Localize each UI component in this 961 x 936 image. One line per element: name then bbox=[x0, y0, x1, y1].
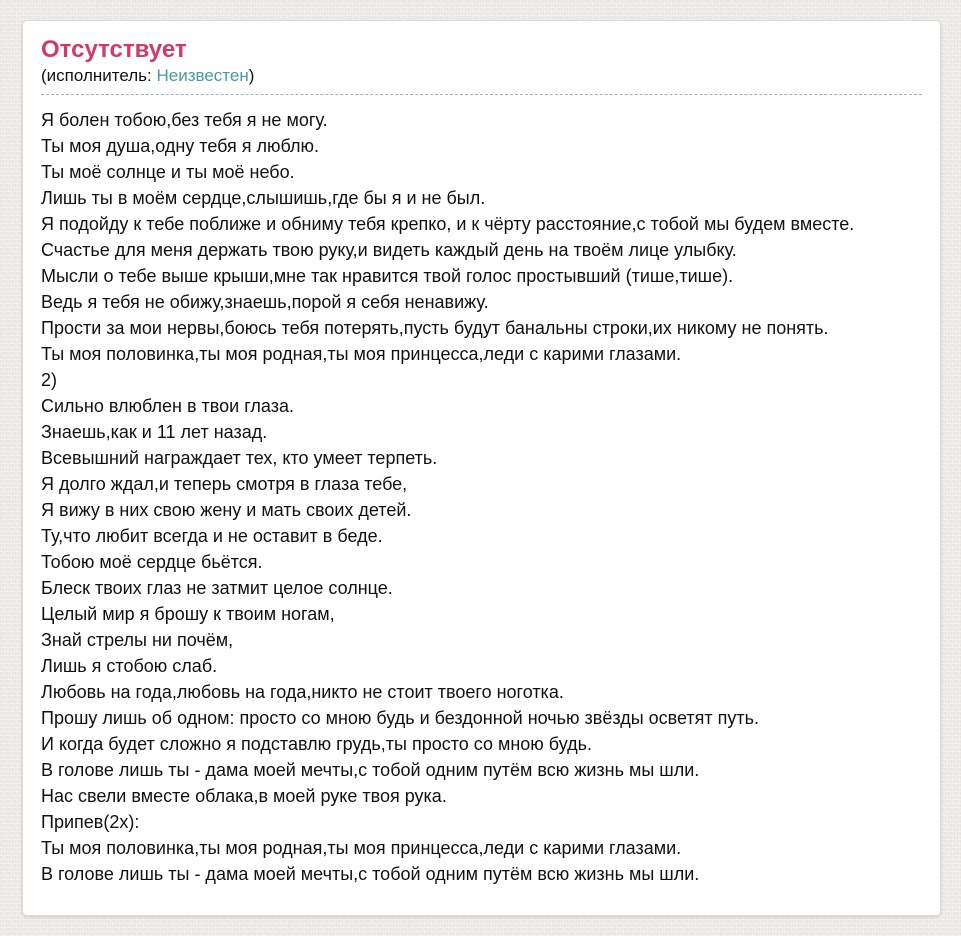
artist-link[interactable]: Неизвестен bbox=[156, 66, 249, 85]
lyric-line: Мысли о тебе выше крыши,мне так нравится твой голос простывший (тише,тише). bbox=[41, 266, 734, 286]
lyric-line: Ты моя половинка,ты моя родная,ты моя принцесса,леди с карими глазами. bbox=[41, 344, 682, 364]
lyric-line: В голове лишь ты - дама моей мечты,с тобой одним путём всю жизнь мы шли. bbox=[41, 760, 700, 780]
lyric-line: Любовь на года,любовь на года,никто не стоит твоего ноготка. bbox=[41, 682, 564, 702]
lyric-line: Сильно влюблен в твои глаза. bbox=[41, 396, 294, 416]
artist-line bbox=[41, 66, 922, 95]
song-title: Отсутствует bbox=[41, 36, 187, 63]
lyric-line: Всевышний награждает тех, кто умеет терпеть. bbox=[41, 448, 438, 468]
lyric-line: Я подойду к тебе поближе и обниму тебя крепко, и к чёрту расстояние,с тобой мы будем вместе. bbox=[41, 214, 855, 234]
lyric-line: В голове лишь ты - дама моей мечты,с тобой одним путём всю жизнь мы шли. bbox=[41, 864, 700, 884]
lyric-line: Ведь я тебя не обижу,знаешь,порой я себя ненавижу. bbox=[41, 292, 489, 312]
lyric-line: Ты моя половинка,ты моя родная,ты моя принцесса,леди с карими глазами. bbox=[41, 838, 682, 858]
lyric-line: Я вижу в них свою жену и мать своих детей. bbox=[41, 500, 412, 520]
artist-label-prefix: (исполнитель: bbox=[41, 66, 157, 85]
lyric-line: Я болен тобою,без тебя я не могу. bbox=[41, 110, 328, 130]
lyric-line: Знаешь,как и 11 лет назад. bbox=[41, 422, 268, 442]
lyric-line: Блеск твоих глаз не затмит целое солнце. bbox=[41, 578, 393, 598]
lyric-line: Лишь ты в моём сердце,слышишь,где бы я и не был. bbox=[41, 188, 486, 208]
lyric-line: Знай стрелы ни почём, bbox=[41, 630, 234, 650]
lyric-line: Ты моё солнце и ты моё небо. bbox=[41, 162, 295, 182]
lyric-line: Прости за мои нервы,боюсь тебя потерять,пусть будут банальны строки,их никому не понять. bbox=[41, 318, 829, 338]
lyric-line: Ту,что любит всегда и не оставит в беде. bbox=[41, 526, 383, 546]
lyric-line: Припев(2x): bbox=[41, 812, 140, 832]
lyric-line: Прошу лишь об одном: просто со мною будь и бездонной ночью звёзды осветят путь. bbox=[41, 708, 760, 728]
lyric-line: Счастье для меня держать твою руку,и видеть каждый день на твоём лице улыбку. bbox=[41, 240, 737, 260]
lyric-line: И когда будет сложно я подставлю грудь,ты просто со мною будь. bbox=[41, 734, 593, 754]
lyric-line: Нас свели вместе облака,в моей руке твоя рука. bbox=[41, 786, 447, 806]
lyric-line: Тобою моё сердце бьётся. bbox=[41, 552, 263, 572]
lyric-line: Ты моя душа,одну тебя я люблю. bbox=[41, 136, 320, 156]
lyrics-card bbox=[22, 20, 941, 916]
lyric-line: Лишь я стобою слаб. bbox=[41, 656, 218, 676]
lyric-line: Целый мир я брошу к твоим ногам, bbox=[41, 604, 335, 624]
lyrics-text bbox=[41, 107, 922, 887]
artist-label-suffix: ) bbox=[248, 66, 255, 85]
lyric-line: 2) bbox=[41, 370, 58, 390]
lyric-line: Я долго ждал,и теперь смотря в глаза тебе, bbox=[41, 474, 408, 494]
